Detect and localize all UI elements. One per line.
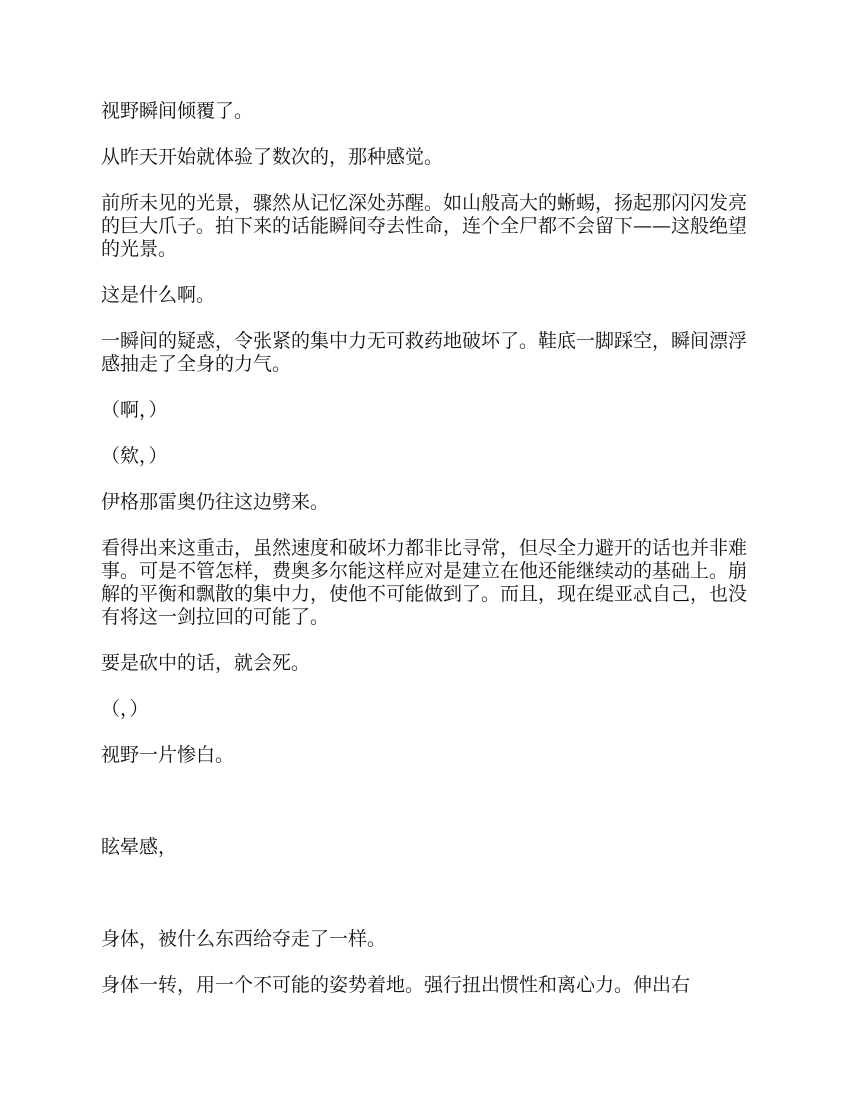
paragraph: 看得出来这重击，虽然速度和破坏力都非比寻常，但尽全力避开的话也并非难事。可是不管怎样，费奥多尔能这样应对是建立在他还能继续动的基础上。崩解的平衡和飘散的集中力，使他不可能做到了。而且，现在缇亚忒自己，也没有将这一剑拉回的可能了。	[101, 537, 748, 628]
paragraph: 这是什么啊。	[101, 284, 216, 306]
paragraph: 眩晕感，	[101, 836, 178, 858]
paragraph: 身体一转，用一个不可能的姿势着地。强行扭出惯性和离心力。伸出右	[101, 974, 691, 996]
paragraph: 视野瞬间倾覆了。	[101, 100, 254, 122]
paragraph: 一瞬间的疑惑，令张紧的集中力无可救药地破坏了。鞋底一脚踩空，瞬间漂浮感抽走了全身的力气。	[101, 330, 748, 375]
paragraph: 要是砍中的话，就会死。	[101, 652, 311, 674]
paragraph: 从昨天开始就体验了数次的，那种感觉。	[101, 146, 444, 168]
paragraph: 伊格那雷奥仍往这边劈来。	[101, 491, 330, 513]
paragraph: 身体，被什么东西给夺走了一样。	[101, 928, 387, 950]
paragraph: 前所未见的光景，骤然从记忆深处苏醒。如山般高大的蜥蜴，扬起那闪闪发亮的巨大爪子。拍下来的话能瞬间夺去性命，连个全尸都不会留下——这般绝望的光景。	[101, 192, 748, 260]
paragraph: 视野一片惨白。	[101, 744, 235, 766]
paragraph: （啊，）	[101, 399, 168, 421]
paragraph: （欸，）	[101, 445, 168, 467]
paragraph: （，）	[101, 698, 149, 720]
